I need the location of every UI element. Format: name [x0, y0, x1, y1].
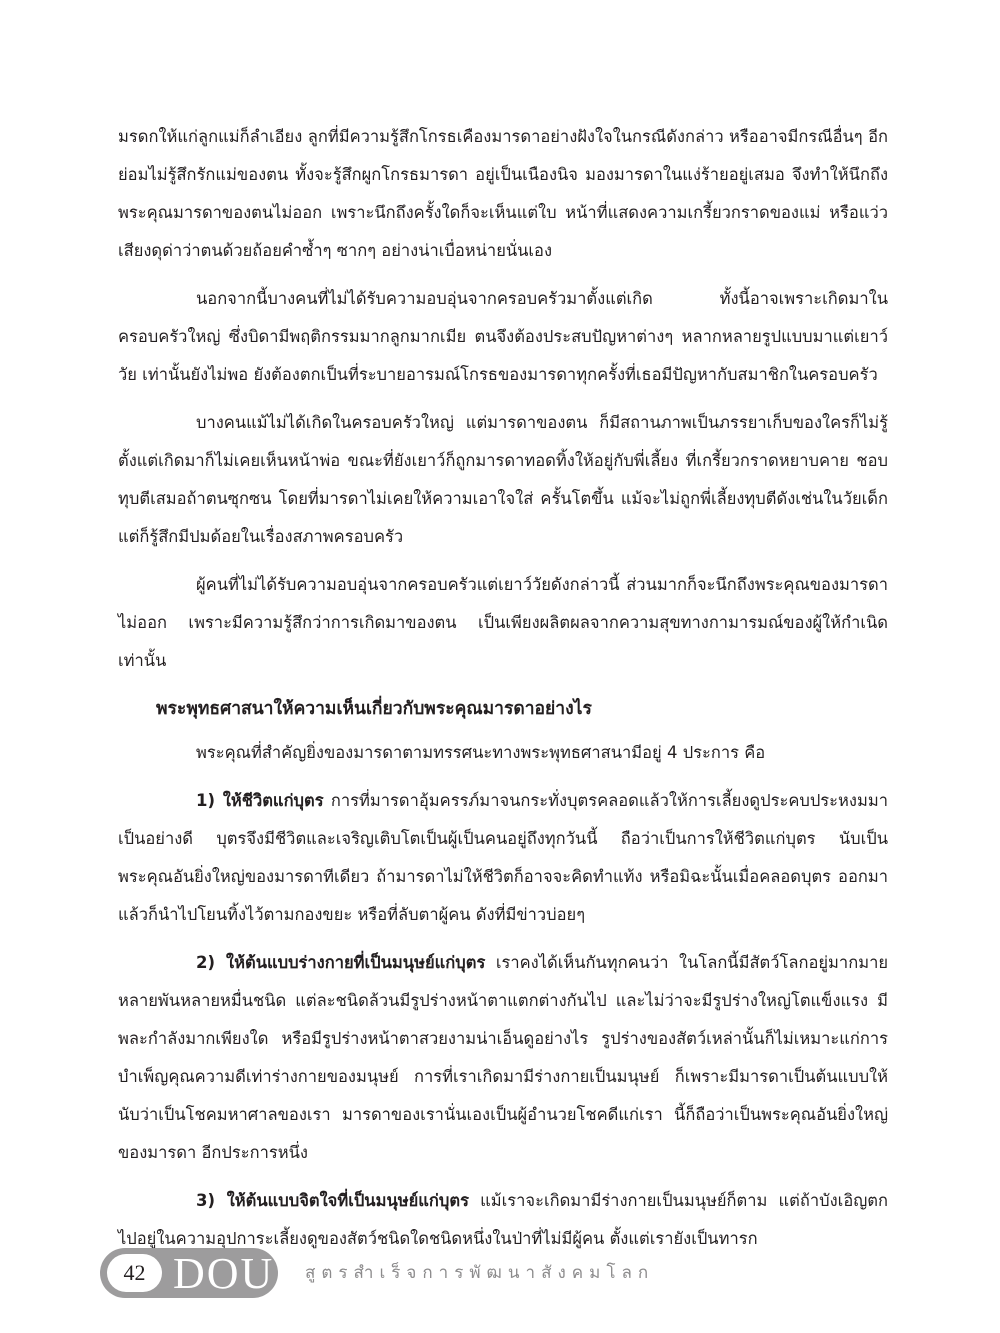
- item-2-text: เราคงได้เห็นกันทุกคนว่า ในโลกนี้มีสัตว์โลกอยู่มากมายหลายพันหลายหมื่นชนิด แต่ละชนิดล้วนมีรูปร่างหน้าตาแตกต่างกันไป และไม่ว่าจะมีรูปร่างใหญ่โตแข็งแรง มีพละกำลังมากเพียงใด หรือมีรูปร่างหน้าตาสวยงามน่าเอ็นดูอย่างไร รูปร่างของสัตว์เหล่านั้นก็ไม่เหมาะแก่การบำเพ็ญคุณความดีเท่าร่างกายของมนุษย์ การที่เราเกิดมามีร่างกายเป็นมนุษย์ ก็เพราะมีมารดาเป็นต้นแบบให้ นับว่าเป็นโชคมหาศาลของเรา มารดาของเรานั่นเองเป็นผู้อำนวยโชคดีแก่เรา นี้ก็ถือว่าเป็นพระคุณอันยิ่งใหญ่ของมารดา อีกประการหนึ่ง: [118, 953, 888, 1162]
- footer-badge: [100, 1248, 278, 1298]
- page-number: 42: [107, 1254, 162, 1292]
- page-footer: [100, 1248, 900, 1300]
- paragraph-3: บางคนแม้ไม่ได้เกิดในครอบครัวใหญ่ แต่มารดาของตน ก็มีสถานภาพเป็นภรรยาเก็บของใครก็ไม่รู้ ตั้งแต่เกิดมาก็ไม่เคยเห็นหน้าพ่อ ขณะที่ยังเยาว์ก็ถูกมารดาทอดทิ้งให้อยู่กับพี่เลี้ยง ที่เกรี้ยวกราดหยาบคาย ชอบทุบตีเสมอถ้าตนซุกซน โดยที่มารดาไม่เคยให้ความเอาใจใส่ ครั้นโตขึ้น แม้จะไม่ถูกพี่เลี้ยงทุบตีดังเช่นในวัยเด็ก แต่ก็รู้สึกมีปมด้อยในเรื่องสภาพครอบครัว: [118, 413, 888, 546]
- list-item-2: [118, 944, 888, 1172]
- section-heading: พระพุทธศาสนาให้ความเห็นเกี่ยวกับพระคุณมารดาอย่างไร: [156, 699, 592, 719]
- paragraph-1: มรดกให้แก่ลูกแม่ก็ลำเอียง ลูกที่มีความรู้สึกโกรธเคืองมารดาอย่างฝังใจในกรณีดังกล่าว หรืออาจมีกรณีอื่นๆ อีก ย่อมไม่รู้สึกรักแม่ของตน ทั้งจะรู้สึกผูกโกรธมารดา อยู่เป็นเนืองนิจ มองมารดาในแง่ร้ายอยู่เสมอ จึงทำให้นึกถึงพระคุณมารดาของตนไม่ออก เพราะนึกถึงครั้งใดก็จะเห็นแต่ใบ หน้าที่แสดงความเกรี้ยวกราดของแม่ หรือแว่วเสียงดุด่าว่าตนด้วยถ้อยคำซ้ำๆ ซากๆ อย่างน่าเบื่อหน่ายนั่นเอง: [118, 127, 888, 260]
- paragraph-4: ผู้คนที่ไม่ได้รับความอบอุ่นจากครอบครัวแต่เยาว์วัยดังกล่าวนี้ ส่วนมากก็จะนึกถึงพระคุณของมารดาไม่ออก เพราะมีความรู้สึกว่าการเกิดมาของตน เป็นเพียงผลิตผลจากความสุขทางกามารมณ์ของผู้ให้กำเนิดเท่านั้น: [118, 575, 888, 670]
- list-item-1: [118, 782, 888, 934]
- item-1-text: การที่มารดาอุ้มครรภ์มาจนกระทั่งบุตรคลอดแล้วให้การเลี้ยงดูประคบประหงมมาเป็นอย่างดี บุตรจึงมีชีวิตและเจริญเติบโตเป็นผู้เป็นคนอยู่ถึงทุกวันนี้ ถือว่าเป็นการให้ชีวิตแก่บุตร นับเป็นพระคุณอันยิ่งใหญ่ของมารดาทีเดียว ถ้ามารดาไม่ให้ชีวิตก็อาจจะคิดทำแท้ง หรือมิฉะนั้นเมื่อคลอดบุตร ออกมาแล้วก็นำไปโยนทิ้งไว้ตามกองขยะ หรือที่ลับตาผู้คน ดังที่มีข่าวบ่อยๆ: [118, 791, 888, 924]
- list-item-3: [118, 1182, 888, 1258]
- item-3-title: 3) ให้ต้นแบบจิตใจที่เป็นมนุษย์แก่บุตร: [196, 1191, 469, 1210]
- course-title: สูตรสำเร็จการพัฒนาสังคมโลก: [305, 1263, 655, 1283]
- intro-paragraph: พระคุณที่สำคัญยิ่งของมารดาตามทรรศนะทางพระพุทธศาสนามีอยู่ 4 ประการ คือ: [196, 743, 766, 762]
- body-text: [118, 118, 888, 1268]
- item-1-title: 1) ให้ชีวิตแก่บุตร: [196, 791, 324, 810]
- dou-logo: DOU: [173, 1249, 275, 1298]
- item-3-text: แม้เราจะเกิดมามีร่างกายเป็นมนุษย์ก็ตาม แต่ถ้าบังเอิญตกไปอยู่ในความอุปการะเลี้ยงดูของสัตว์ชนิดใดชนิดหนึ่งในป่าที่ไม่มีผู้คน ตั้งแต่เรายังเป็นทารก: [118, 1191, 888, 1248]
- paragraph-2: นอกจากนี้บางคนที่ไม่ได้รับความอบอุ่นจากครอบครัวมาตั้งแต่เกิด ทั้งนี้อาจเพราะเกิดมาในครอบครัวใหญ่ ซึ่งบิดามีพฤติกรรมมากลูกมากเมีย ตนจึงต้องประสบปัญหาต่างๆ หลากหลายรูปแบบมาแต่เยาว์วัย เท่านั้นยังไม่พอ ยังต้องตกเป็นที่ระบายอารมณ์โกรธของมารดาทุกครั้งที่เธอมีปัญหากับสมาชิกในครอบครัว: [118, 289, 888, 384]
- item-2-title: 2) ให้ต้นแบบร่างกายที่เป็นมนุษย์แก่บุตร: [196, 953, 486, 972]
